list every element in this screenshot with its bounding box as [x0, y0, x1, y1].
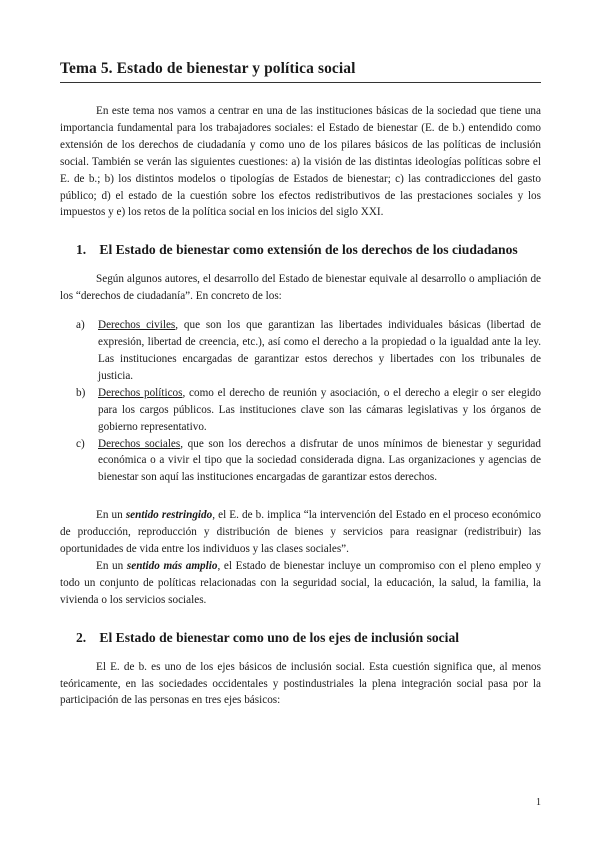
- section-1-number: 1.: [76, 242, 87, 258]
- list-term: Derechos políticos: [98, 386, 183, 399]
- emphasis: sentido más amplio: [126, 559, 218, 572]
- list-item: [60, 436, 541, 487]
- list-text: , como el derecho de reunión y asociación, o el derecho a elegir o ser elegido para los cargos públicos. Las instituciones clave son las cámaras legislativas y los órganos de gobierno representativo.: [98, 386, 541, 433]
- list-text: , que son los que garantizan las libertades individuales básicas (libertad de expresión, libertad de creencia, etc.), así como el derecho a la propiedad o la igualdad ante la ley. Las instituciones encargadas de garantizar estos derechos y libertades con los tribunales de justicia.: [98, 319, 541, 382]
- broad-sense-paragraph: En un sentido más amplio, el Estado de bienestar incluye un compromiso con el pleno empleo y todo un conjunto de políticas relacionadas con la seguridad social, la educación, la salud, la familia, la vivienda o los servicios sociales.: [60, 559, 541, 606]
- restricted-sense-paragraph: En un sentido restringido, el E. de b. implica “la intervención del Estado en el proceso económico de producción, reproducción y distribución de bienes y servicios para reasignar (redistribuir) las oportunidades de vida entre los individuos y las clases sociales”.: [60, 509, 541, 556]
- section-1-heading: [60, 241, 541, 259]
- page-title: Tema 5. Estado de bienestar y política social: [60, 60, 541, 83]
- list-marker: b): [76, 386, 86, 399]
- list-term: Derechos civiles: [98, 319, 176, 332]
- list-item: [60, 385, 541, 436]
- section-1-lead: Según algunos autores, el desarrollo del Estado de bienestar equivale al desarrollo o ampliación de los “derechos de ciudadanía”. En concreto de los:: [60, 273, 541, 303]
- emphasis: sentido restringido: [125, 509, 213, 522]
- list-text: , que son los derechos a disfrutar de unos mínimos de bienestar y seguridad económica o a vivir el tipo que la sociedad considerada digna. Las organizaciones y agencias de bienestar son aquí las instituciones encargadas de garantizar estos derechos.: [98, 437, 541, 484]
- page-number: 1: [536, 797, 541, 808]
- list-marker: a): [76, 319, 85, 332]
- section-2-heading: [60, 629, 541, 647]
- list-marker: c): [76, 437, 85, 450]
- section-2-number: 2.: [76, 629, 87, 645]
- section-2-title: El Estado de bienestar como uno de los ejes de inclusión social: [99, 629, 460, 645]
- section-2-lead: El E. de b. es uno de los ejes básicos de inclusión social. Esta cuestión significa que, al menos teóricamente, en las sociedades occidentales y postindustriales la plena integración social pasa por la participación de las personas en tres ejes básicos:: [60, 660, 541, 707]
- rights-list: [60, 317, 541, 486]
- list-term: Derechos sociales: [98, 437, 181, 450]
- section-1-title: El Estado de bienestar como extensión de los derechos de los ciudadanos: [99, 242, 518, 258]
- intro-paragraph: En este tema nos vamos a centrar en una de las instituciones básicas de la sociedad que tiene una importancia fundamental para los trabajadores sociales: el Estado de bienestar (E. de b.) entendido como extensión de los derechos de ciudadanía y como uno de los pilares básicos de las políticas de inclusión social. También se verán las siguientes cuestiones: a) la visión de las distintas ideologías políticas sobre el E. de b.; b) los distintos modelos o tipologías de Estados de bienestar; c) las contradicciones del gasto público; d) el estado de la cuestión sobre los efectos redistributivos de las prestaciones sociales y los impuestos y e) los retos de la política social en los inicios del siglo XXI.: [60, 105, 541, 219]
- list-item: [60, 317, 541, 385]
- document-page: [60, 60, 541, 709]
